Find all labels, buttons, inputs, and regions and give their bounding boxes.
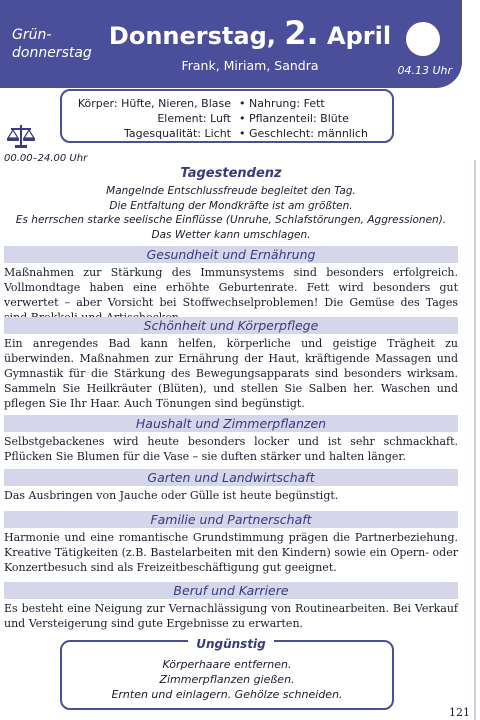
page-edge-divider	[474, 160, 476, 720]
tendenz-line: Es herrschen starke seelische Einflüsse (Unruhe, Schlafstörungen, Aggressionen).	[15, 214, 447, 226]
libra-scales-icon	[6, 122, 36, 150]
section-text: Es besteht eine Neigung zur Vernachlässigung von Routinearbeiten. Bei Verkauf und Versteigerung sind gute Ergebnisse zu erwarten.	[4, 602, 458, 630]
tendenz-line: Das Wetter kann umschlagen.	[151, 228, 311, 241]
day-number: 2.	[284, 14, 319, 52]
section-beruf	[4, 582, 458, 631]
month: April	[327, 22, 392, 50]
tendenz-text	[0, 184, 462, 242]
section-familie	[4, 511, 458, 575]
section-gesundheit	[4, 246, 458, 325]
info-left-3: Tagesqualität: Licht	[123, 127, 231, 140]
day-hours: 00.00–24.00 Uhr	[4, 153, 88, 164]
info-right-1: • Nahrung: Fett	[239, 96, 368, 111]
festival-name: Grün-donnerstag	[12, 27, 92, 61]
section-text: Ein anregendes Bad kann helfen, körperliche und geistige Trägheit zu überwinden. Maßnahmen zur Ernährung der Haut, kräftigende Massagen und Gymnastik für die Stärkung des Bewegungsapparats sind besonders wirksam. Sammeln Sie Heilkräuter (Blüten), und stellen Sie Salben her. Waschen und pflegen Sie Ihr Haar. Auch Tönungen sind begünstigt.	[4, 337, 458, 410]
ungunstig-line: Ernten und einlagern. Gehölze schneiden.	[111, 688, 343, 701]
ungunstig-title-text: Ungünstig	[188, 637, 274, 651]
section-haushalt	[4, 415, 458, 464]
section-text: Selbstgebackenes wird heute besonders locker und ist sehr schmackhaft. Pflücken Sie Blumen für die Vase – sie duften stärker und halten länger.	[4, 435, 458, 463]
info-right-3: • Geschlecht: männlich	[239, 126, 368, 141]
section-garten	[4, 469, 458, 503]
section-text: Harmonie und eine romantische Grundstimmung prägen die Partnerbeziehung. Kreative Tätigkeiten (z.B. Bastelarbeiten mit den Kindern) sowie ein Opern- oder Konzertbesuch sind als Freizeitbeschäftigung gut geeignet.	[4, 531, 458, 574]
ungunstig-line: Zimmerpflanzen gießen.	[159, 673, 295, 686]
page-number: 121	[449, 706, 470, 719]
section-text: Das Ausbringen von Jauche oder Gülle ist heute begünstigt.	[4, 489, 339, 502]
tendenz-title: Tagestendenz	[180, 166, 282, 181]
moon-time: 04.13 Uhr	[397, 64, 452, 77]
section-heading: Schönheit und Körperpflege	[4, 317, 458, 334]
tendenz-line: Mangelnde Entschlussfreude begleitet den Tag.	[106, 185, 356, 197]
ungunstig-title	[0, 637, 462, 651]
section-heading: Garten und Landwirtschaft	[4, 469, 458, 486]
full-moon-icon	[406, 22, 440, 56]
weekday: Donnerstag,	[108, 22, 276, 50]
astro-info-box	[60, 89, 394, 143]
section-schoenheit	[4, 317, 458, 411]
date-title	[100, 14, 400, 52]
ungunstig-line: Körperhaare entfernen.	[162, 658, 292, 671]
ungunstig-list	[60, 657, 394, 702]
section-heading: Beruf und Karriere	[4, 582, 458, 599]
date-header	[0, 0, 462, 88]
info-left-1: Körper: Hüfte, Nieren, Blase	[77, 97, 231, 110]
section-heading: Familie und Partnerschaft	[4, 511, 458, 528]
section-heading: Haushalt und Zimmerpflanzen	[4, 415, 458, 432]
section-text: Maßnahmen zur Stärkung des Immunsystems sind besonders erfolgreich. Vollmondtage haben eine erhöhte Geburtenrate. Fett wird besonders gut verwertet – aber Vorsicht bei Stoffwechselproblemen! Die Gemüse des Tages	[4, 266, 458, 309]
section-heading: Gesundheit und Ernährung	[4, 246, 458, 263]
info-right-2: • Pflanzenteil: Blüte	[239, 111, 368, 126]
tendenz-line: Die Entfaltung der Mondkräfte ist am größten.	[109, 199, 353, 212]
info-left-2: Element: Luft	[157, 112, 231, 125]
name-days: Frank, Miriam, Sandra	[181, 58, 319, 73]
